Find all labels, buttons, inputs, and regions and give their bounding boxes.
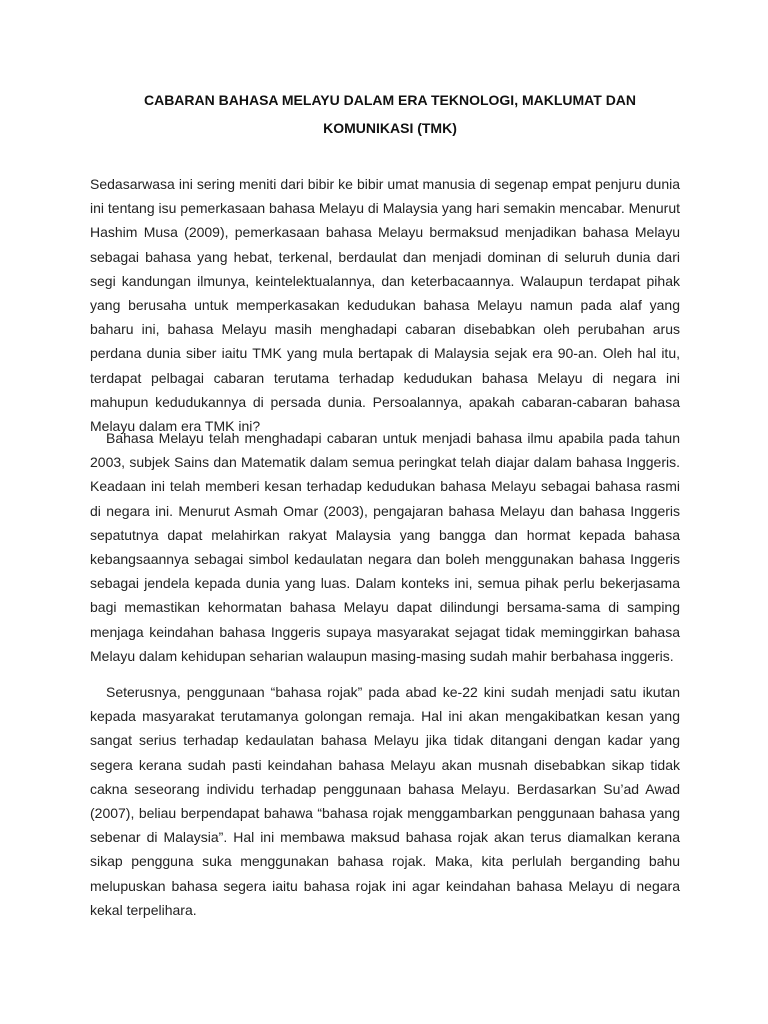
paragraph-bahasa-ilmu: Bahasa Melayu telah menghadapi cabaran untuk menjadi bahasa ilmu apabila pada tahun 2003, subjek Sains dan Matematik dalam semua peringkat telah diajar dalam bahasa Inggeris. Keadaan ini telah memberi kesan terhadap kedudukan bahasa Melayu sebagai bahasa rasmi di negara ini. Menurut Asmah Omar (2003), pengajaran bahasa Melayu dan bahasa Inggeris sepatutnya dapat melahirkan rakyat Malaysia yang bangga dan hormat kepada bahasa kebangsaannya sebagai simbol kedaulatan negara dan boleh menggunakan bahasa Inggeris sebagai jendela kepada dunia yang luas. Dalam konteks ini, semua pihak perlu bekerjasama bagi memastikan kehormatan bahasa Melayu dapat dilindungi bersama-sama di samping menjaga keindahan bahasa Inggeris supaya masyarakat sejagat tidak meminggirkan bahasa Melayu dalam kehidupan seharian walaupun masing-masing sudah mahir berbahasa inggeris. (90, 430, 680, 664)
document-title-line-1: CABARAN BAHASA MELAYU DALAM ERA TEKNOLOGI, MAKLUMAT DAN (143, 92, 637, 108)
paragraph-bahasa-rojak: Seterusnya, penggunaan “bahasa rojak” pada abad ke-22 kini sudah menjadi satu ikutan kepada masyarakat terutamanya golongan remaja. Hal ini akan mengakibatkan kesan yang sangat serius terhadap kedaulatan bahasa Melayu jika tidak ditangani dengan kadar yang segera kerana sudah pasti keindahan bahasa Melayu akan musnah disebabkan sikap tidak cakna seseorang individu terhadap penggunaan bahasa Melayu. Berdasarkan Su’ad Awad (2007), beliau berpendapat bahawa “bahasa rojak menggambarkan penggunaan bahasa yang sebenar di Malaysia”. Hal ini membawa maksud bahasa rojak akan terus diamalkan kerana sikap pengguna suka menggunakan bahasa rojak. Maka, kita perlulah berganding bahu melupuskan bahasa segera iaitu bahasa rojak ini agar keindahan bahasa Melayu di negara kekal terpelihara. (90, 684, 680, 918)
document-title-line-2: KOMUNIKASI (TMK) (323, 120, 457, 136)
paragraph-introduction: Sedasarwasa ini sering meniti dari bibir ke bibir umat manusia di segenap empat penjuru dunia ini tentang isu pemerkasaan bahasa Melayu di Malaysia yang hari semakin mencabar. Menurut Hashim Musa (2009), pemerkasaan bahasa Melayu bermaksud menjadikan bahasa Melayu sebagai bahasa yang hebat, terkenal, berdaulat dan menjadi dominan di seluruh dunia dari segi kandungan ilmunya, keintelektualannya, dan keterbacaannya. Walaupun terdapat pihak yang berusaha untuk memperkasakan kedudukan bahasa Melayu namun pada alaf yang baharu ini, bahasa Melayu masih menghadapi cabaran disebabkan oleh perubahan arus perdana dunia siber iaitu TMK yang mula bertapak di Malaysia sejak era 90-an. Oleh hal itu, terdapat pelbagai cabaran terutama terhadap kedudukan bahasa Melayu di negara ini mahupun kedudukannya di persada dunia. Persoalannya, apakah cabaran-cabaran bahasa Melayu dalam era TMK ini? (90, 176, 680, 435)
